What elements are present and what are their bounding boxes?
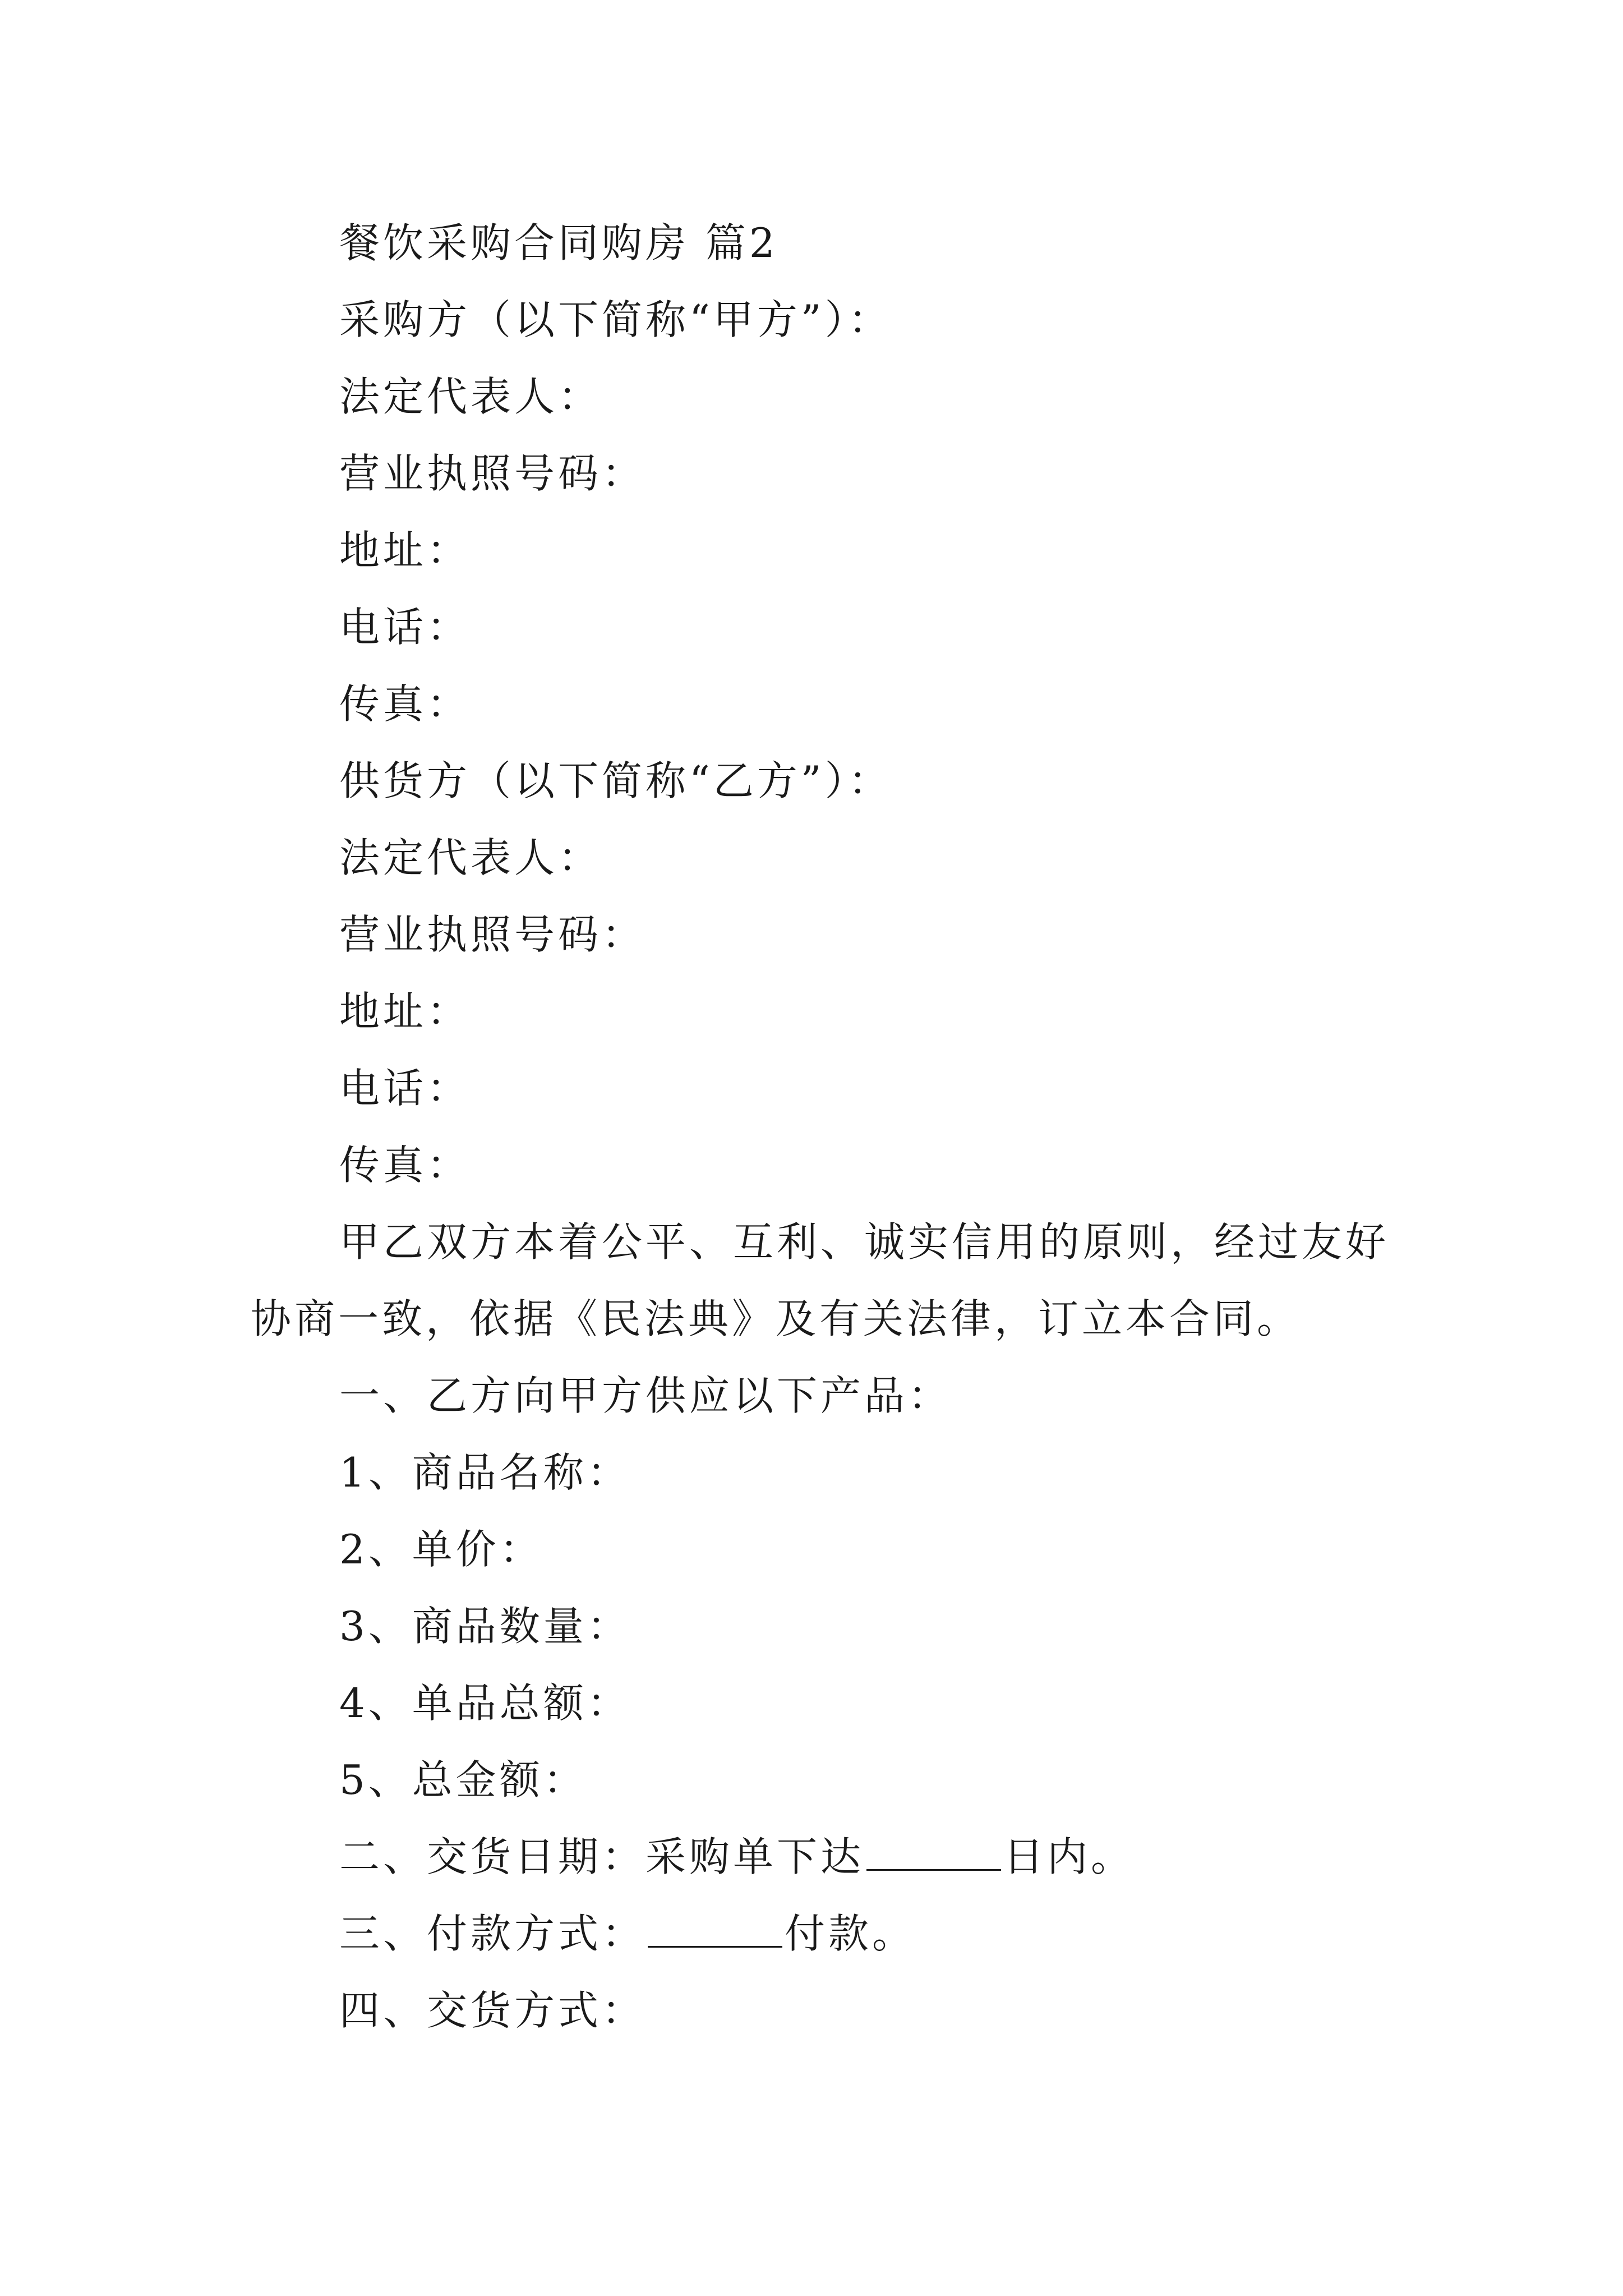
section1-item-5: 5、总金额： <box>339 1756 587 1803</box>
document-body <box>251 205 1389 2049</box>
section2-delivery-date <box>251 1819 1389 1895</box>
party-b-license: 营业执照号码： <box>339 911 646 958</box>
section3-suffix: 付款。 <box>785 1910 916 1957</box>
party-a-address: 地址： <box>339 527 471 574</box>
section3-payment-method <box>251 1895 1389 1972</box>
section2-suffix: 日内。 <box>1003 1833 1135 1880</box>
party-b-address: 地址： <box>339 988 471 1035</box>
section2-blank <box>866 1835 1001 1871</box>
party-b-heading: 供货方（以下简称“乙方”）： <box>339 757 892 804</box>
party-a-heading: 采购方（以下简称“甲方”）： <box>339 296 892 343</box>
party-b-rep: 法定代表人： <box>339 834 602 881</box>
party-a-license: 营业执照号码： <box>339 450 646 497</box>
party-a-phone: 电话： <box>339 604 471 651</box>
section2-prefix: 二、交货日期：采购单下达 <box>339 1833 865 1880</box>
party-b-phone: 电话： <box>339 1065 471 1112</box>
section1-item-4: 4、单品总额： <box>339 1680 631 1727</box>
section1-item-1: 1、商品名称： <box>339 1449 631 1496</box>
section4-heading: 四、交货方式： <box>339 1987 646 2034</box>
document-title: 餐饮采购合同购房 篇2 <box>339 219 778 266</box>
section3-prefix: 三、付款方式： <box>339 1910 646 1957</box>
preamble-paragraph: 甲乙双方本着公平、互利、诚实信用的原则，经过友好协商一致，依据《民法典》及有关法律，订立本合同。 <box>251 1218 1390 1342</box>
section3-blank <box>648 1912 782 1948</box>
party-a-fax: 传真： <box>339 680 471 728</box>
section1-item-2: 2、单价： <box>339 1526 543 1573</box>
section1-heading: 一、乙方向甲方供应以下产品： <box>339 1372 952 1419</box>
party-b-fax: 传真： <box>339 1142 471 1189</box>
section1-item-3: 3、商品数量： <box>339 1603 631 1650</box>
party-a-rep: 法定代表人： <box>339 373 602 420</box>
